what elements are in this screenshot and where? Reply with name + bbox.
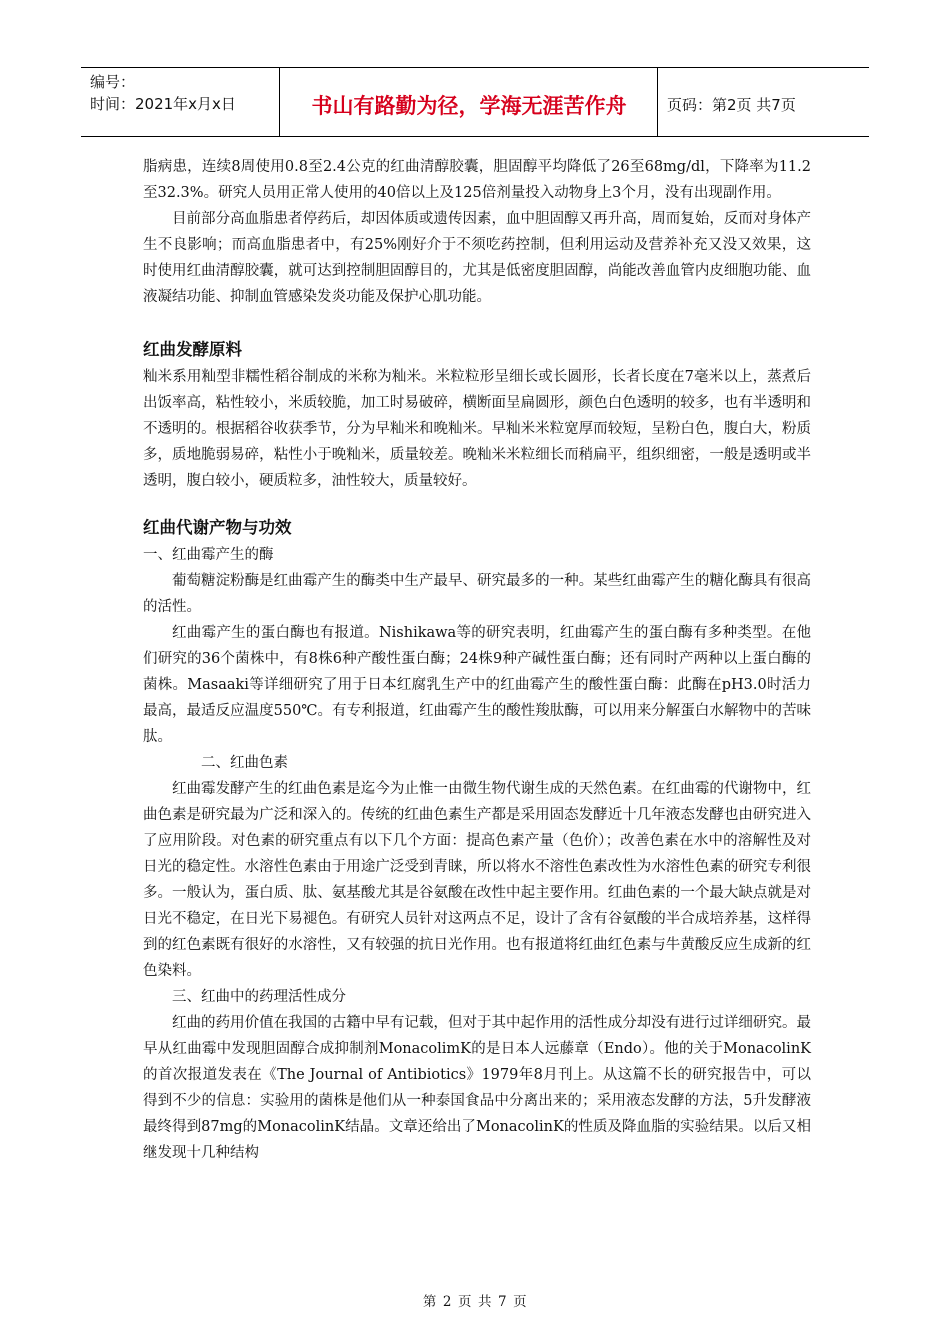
footer-text: 页 (458, 1294, 472, 1310)
paragraph: 脂病患，连续8周使用0.8至2.4公克的红曲清醇胶囊，胆固醇平均降低了26至68mg/dl，下降率为11.2至32.3%。研究人员用正常人使用的40倍以上及125倍剂量投入动物身上3个月，没有出现副作用。 (143, 159, 811, 201)
subsection-heading: 二、红曲色素 (201, 755, 288, 771)
time-label: 时间：2021年x月x日 (90, 95, 236, 113)
subsection-heading: 一、红曲霉产生的酶 (143, 547, 274, 563)
header-meta-cell (81, 68, 280, 136)
section-heading: 红曲发酵原料 (143, 340, 242, 359)
page-header-table (81, 67, 869, 137)
footer-text: 第 (422, 1294, 437, 1310)
number-label: 编号： (90, 73, 136, 91)
footer-total-pages: 7 (498, 1294, 508, 1310)
footer-text: 页 (513, 1294, 528, 1310)
header-motto: 书山有路勤为径，学海无涯苦作舟 (281, 68, 658, 136)
footer-page-number: 2 (442, 1294, 452, 1310)
paragraph: 籼米系用籼型非糯性稻谷制成的米称为籼米。米粒粒形呈细长或长圆形，长者长度在7毫米以上，蒸煮后出饭率高，粘性较小，米质较脆，加工时易破碎，横断面呈扁圆形，颜色白色透明的较多，也有半透明和不透明的。根据稻谷收获季节，分为早籼米和晚籼米。早籼米米粒宽厚而较短，呈粉白色，腹白大，粉质多，质地脆弱易碎，粘性小于晚籼米，质量较差。晚籼米米粒细长而稍扁平，组织细密，一般是透明或半透明，腹白较小，硬质粒多，油性较大，质量较好。 (143, 369, 811, 489)
subsection-heading: 三、红曲中的药理活性成分 (172, 989, 346, 1005)
document-body (143, 154, 811, 1166)
section-heading: 红曲代谢产物与功效 (143, 518, 292, 537)
paragraph: 目前部分高血脂患者停药后，却因体质或遗传因素，血中胆固醇又再升高，周而复始，反而对身体产生不良影响；而高血脂患者中，有25%刚好介于不须吃药控制，但利用运动及营养补充又没又效果，这时使用红曲清醇胶囊，就可达到控制胆固醇目的，尤其是低密度胆固醇，尚能改善血管内皮细胞功能、血液凝结功能、抑制血管感染发炎功能及保护心肌功能。 (143, 211, 811, 305)
paragraph: 红曲霉发酵产生的红曲色素是迄今为止惟一由微生物代谢生成的天然色素。在红曲霉的代谢物中，红曲色素是研究最为广泛和深入的。传统的红曲色素生产都是采用固态发酵近十几年液态发酵也由研究进入了应用阶段。对色素的研究重点有以下几个方面：提高色素产量（色价）；改善色素在水中的溶解性及对日光的稳定性。水溶性色素由于用途广泛受到青睐，所以将水不溶性色素改性为水溶性色素的研究专利很多。一般认为，蛋白质、肽、氨基酸尤其是谷氨酸在改性中起主要作用。红曲色素的一个最大缺点就是对日光不稳定，在日光下易褪色。有研究人员针对这两点不足，设计了含有谷氨酸的半合成培养基，这样得到的红色素既有很好的水溶性，又有较强的抗日光作用。也有报道将红曲红色素与牛黄酸反应生成新的红色染料。 (143, 781, 811, 979)
paragraph: 红曲霉产生的蛋白酶也有报道。Nishikawa等的研究表明，红曲霉产生的蛋白酶有多种类型。在他们研究的36个菌株中，有8株6种产酸性蛋白酶；24株9种产碱性蛋白酶；还有同时产两种以上蛋白酶的菌株。Masaaki等详细研究了用于日本红腐乳生产中的红曲霉产生的酸性蛋白酶：此酶在pH3.0时活力最高，最适反应温度550℃。有专利报道，红曲霉产生的酸性羧肽酶，可以用来分解蛋白水解物中的苦味肽。 (143, 625, 811, 745)
footer-text: 共 (478, 1294, 492, 1310)
page-footer (0, 1290, 950, 1310)
header-page-info: 页码：第2页 共7页 (667, 96, 796, 114)
paragraph: 红曲的药用价值在我国的古籍中早有记载，但对于其中起作用的活性成分却没有进行过详细研究。最早从红曲霉中发现胆固醇合成抑制剂MonacolimK的是日本人远藤章（Endo）。他的关于MonacolinK的首次报道发表在《The Journal of Antibiotics》1979年8月刊上。从这篇不长的研究报告中，可以得到不少的信息：实验用的菌株是他们从一种泰国食品中分离出来的；采用液态发酵的方法，5升发酵液最终得到87mg的MonacolinK结晶。文章还给出了MonacolinK的性质及降血脂的实验结果。以后又相继发现十几种结构 (143, 1015, 811, 1161)
paragraph: 葡萄糖淀粉酶是红曲霉产生的酶类中生产最早、研究最多的一种。某些红曲霉产生的糖化酶具有很高的活性。 (143, 573, 811, 615)
